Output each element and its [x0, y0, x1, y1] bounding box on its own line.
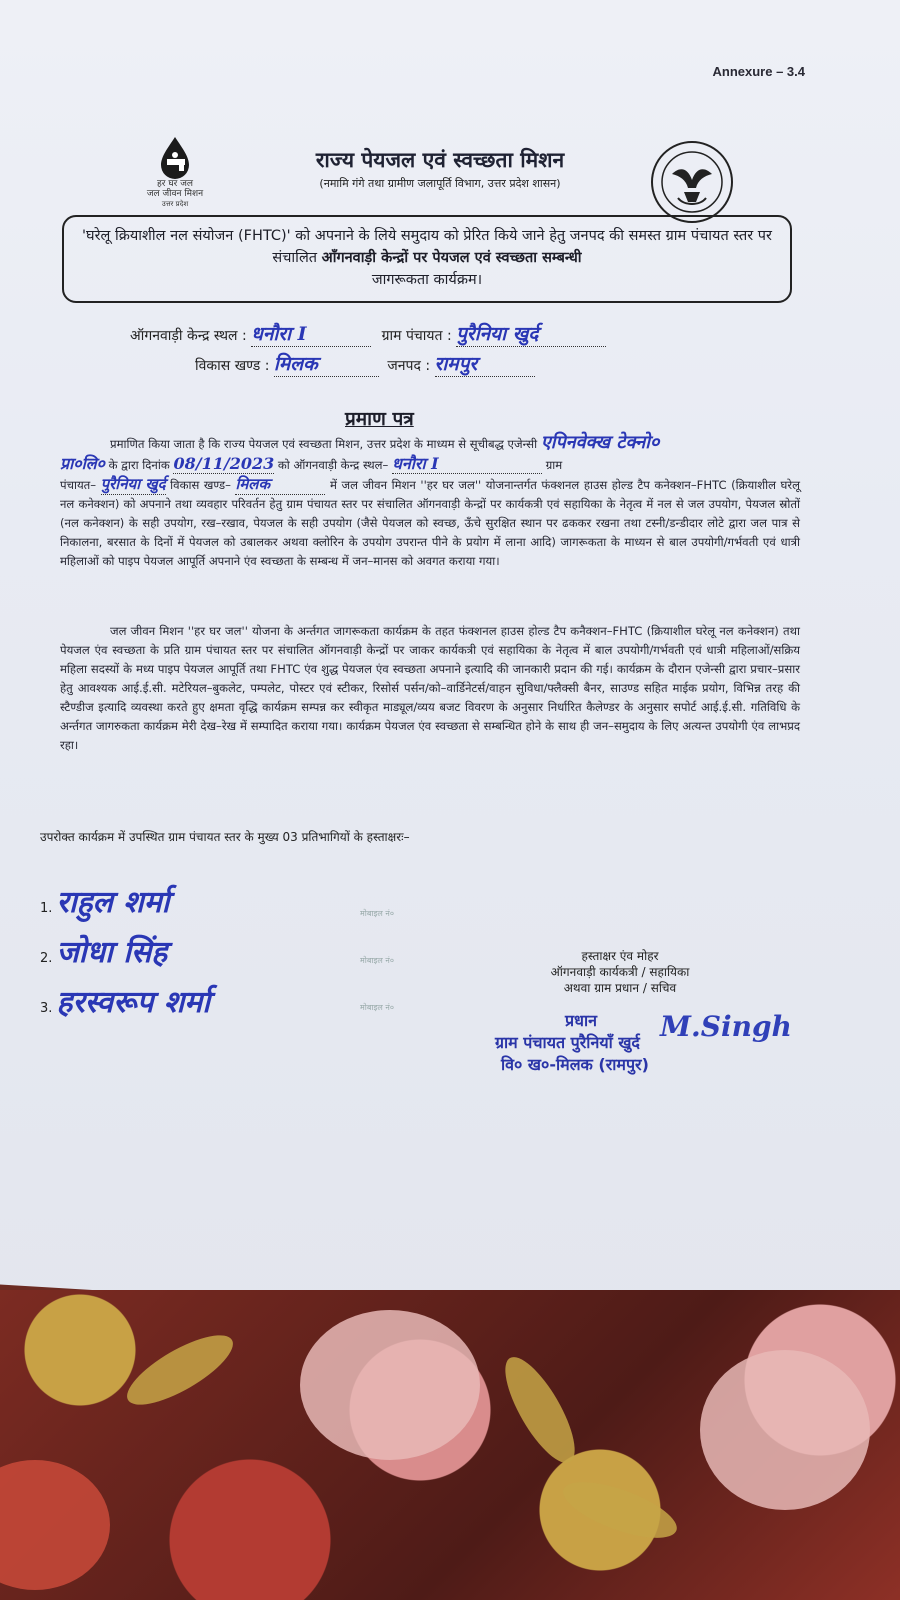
panchayat-handwritten: पुरैनिया खुर्द: [100, 475, 166, 493]
para1-text-7: में जल जीवन मिशन ''हर घर जल'' योजनान्तर्गत फंक्शनल हाउस होल्ड टैप कनेक्शन–FHTC (क्रियाशील घरेलू नल कनेक्शन) को अपनाने तथा व्यवहार परिवर्तन हेतु ग्राम पंचायत स्तर पर संचालित ऑगनवाड़ी केन्द्रों पर कार्यकत्री एवं सहायिका के नेतृत्व में नल से जल उपयोग, पेयजल स्रोतों (नल कनेक्शन) के सही उपयोग, रख–रखाव, पेयजल के सही उपयोग (जैसे पेयजल को स्वच्छ, ऊँचे सुरक्षित स्थान पर ढककर रखना तथा टस्नी/डन्डीदार लोटे द्वारा जल पात्र से निकालना, बरसात के दिनों में पेयजल को उबालकर अथवा क्लोरिन के उपयोग उपरान्त पीने के प्रयोग में लाना आदि) जागरूकता के माध्यन से बाल उपयोगी/गर्भवती एवं धात्री महिलाओं को पाइप पेयजल आपूर्ति अपनाने एंव स्वच्छता के सम्बन्ध में जन–मानस को अवगत कराया गया।: [60, 478, 801, 568]
program-title-box: [62, 215, 792, 303]
signatures-heading: उपरोक्त कार्यक्रम में उपस्थित ग्राम पंचायत स्तर के मुख्य 03 प्रतिभागियों के हस्ताक्षरः–: [40, 830, 410, 844]
signature-number: 1.: [40, 901, 53, 916]
date-handwritten: 08/11/2023: [173, 454, 275, 473]
program-title-part2: आँगनवाड़ी केन्द्रों पर पेयजल एवं स्वच्छता सम्बन्धी: [321, 250, 582, 266]
mobile-label: मोबाइल नं०: [360, 909, 394, 918]
gram-panchayat-label: ग्राम पंचायत :: [381, 328, 452, 344]
stamp-line-3: वि० ख०-मिलक (रामपुर): [501, 1055, 649, 1074]
para2-text: जल जीवन मिशन ''हर घर जल'' योजना के अर्न्तगत जागरूकता कार्यक्रम के तहत फंक्शनल हाउस होल्ड टैप कनैक्शन–FHTC (क्रियाशील घरेलू नल कनेक्शन) तथा पेयजल एंव स्वच्छता के प्रति ग्राम पंचायत स्तर पर संचालित ऑगनवाड़ी केन्द्रों पर जाकर कार्यकत्री एवं सहायिका के नेतृत्व में बाल उपयोगी/गर्भवती एवं धात्री महिलाओं/सक्रिय महिला सदस्यों के मध्य पाइप पेयजल आपूर्ति तथा FHTC एंव शुद्ध पेयजल एंव स्वच्छता अपनाने इत्यादि की जानकारी प्रदान की गई। कार्यक्रम के दौरान एजेन्सी द्वारा प्रचार–प्रसार हेतु आवश्यक आई.ई.सी. मटेरियल–बुकलेट, पम्पलेट, पोस्टर एवं स्टीकर, रिसोर्स पर्सन/को–वार्डिनेटर्स/वाहन सुविधा/फ्लैक्सी बैनर, साउण्ड सहित माईक प्रयोग, विभिन्न तरह की स्टैण्डीज इत्यादि व्यवस्था करते हुए क्षमता वृद्धि कार्यक्रम सम्पन्न कर स्वीकृत माड्यूल/व्यय बजट विवरण के अनुसार निर्धारित कैलेण्डर के अनुसार सपोर्ट आई.ई.सी. गतिविधि के अर्न्तगत जागरुकता कार्यक्रम मेरी देख–रेख में सम्पादित कराया गया। कार्यक्रम पेयजल एंव स्वच्छता से सम्बन्धित होने के साथ ही जन–समुदाय के लिए अत्यन्त उपयोगी एंव लाभप्रद रहा।: [60, 624, 800, 752]
gram-panchayat-value: पुरैनिया खुर्द: [456, 320, 606, 347]
signature-line-1: [40, 880, 169, 921]
logo-text-2: जल जीवन मिशन: [146, 189, 204, 199]
para1-text-4: ग्राम: [545, 458, 563, 472]
fabric-leaf: [557, 1471, 683, 1550]
fabric-flower: [700, 1350, 870, 1510]
seal-line-3: अथवा ग्राम प्रधान / सचिव: [563, 981, 677, 995]
para1-text-2: के द्वारा दिनांक: [108, 458, 170, 472]
fabric-leaf: [118, 1323, 242, 1418]
agency-suffix-handwritten: प्रा०लि०: [60, 454, 105, 473]
seal-line-1: हस्ताक्षर एंव मोहर: [581, 949, 659, 963]
logo-text-3: उत्तर प्रदेश: [161, 200, 189, 208]
khand-handwritten: मिलक: [235, 475, 325, 495]
fabric-leaf: [493, 1348, 588, 1472]
stamp-line-1: प्रधान: [565, 1011, 597, 1030]
janpad-label: जनपद :: [387, 358, 431, 374]
water-tap-icon: [153, 135, 197, 179]
vikas-khand-value: मिलक: [274, 350, 379, 377]
page-title: राज्य पेयजल एवं स्वच्छता मिशन: [315, 148, 565, 172]
mobile-label: मोबाइल नं०: [360, 1003, 394, 1012]
mobile-label: मोबाइल नं०: [360, 956, 394, 965]
program-title-part1: 'घरेलू क्रियाशील नल संयोजन (FHTC)' को अपनाने के लिये समुदाय को प्रेरित किये जाने हेतु जनपद की समस्त ग्राम पंचायत स्तर पर संचालित: [82, 228, 772, 266]
up-government-emblem-icon: [650, 140, 734, 224]
program-title-part3: जागरूकता कार्यक्रम।: [371, 272, 483, 288]
anganwadi-value: धनौरा I: [251, 320, 371, 347]
seal-line-2: ऑगनवाड़ी कार्यकत्री / सहायिका: [550, 965, 690, 979]
fabric-flower: [0, 1460, 110, 1590]
signature-seal-block: [520, 948, 720, 996]
signature-number: 2.: [40, 951, 53, 966]
para1-text-6: विकास खण्ड–: [170, 478, 231, 492]
signature-name: राहुल शर्मा: [56, 885, 170, 920]
sthal-handwritten: धनौरा I: [392, 454, 542, 474]
certificate-paragraph-2: [60, 622, 800, 755]
fabric-flower: [300, 1310, 480, 1460]
certificate-title: प्रमाण पत्र: [345, 408, 414, 430]
janpad-value: रामपुर: [435, 350, 535, 377]
logo-text-1: हर घर जल: [157, 179, 193, 189]
signature-number: 3.: [40, 1001, 53, 1016]
certificate-paragraph-1: [60, 433, 800, 571]
signature-name: हरस्वरूप शर्मा: [56, 985, 211, 1020]
signature-line-2: [40, 930, 167, 971]
annexure-label: Annexure – 3.4: [712, 64, 805, 79]
agency-name-handwritten: एपिनवेक्ख टेक्नो०: [540, 432, 660, 453]
vikas-khand-field-row: [195, 350, 535, 377]
signature-line-3: [40, 980, 210, 1021]
vikas-khand-label: विकास खण्ड :: [195, 358, 270, 374]
stamp-line-2: ग्राम पंचायत पुरैनियाँ खुर्द: [495, 1033, 640, 1052]
para1-text-1: प्रमाणित किया जाता है कि राज्य पेयजल एवं स्वच्छता मिशन, उत्तर प्रदेश के माध्यम से सूचीबद्ध एजेन्सी: [110, 437, 538, 451]
anganwadi-field-row: [130, 320, 606, 347]
fabric-background: [0, 1290, 900, 1600]
pradhan-stamp: [495, 1010, 649, 1076]
har-ghar-jal-logo: [135, 135, 215, 209]
pradhan-signature: M.Singh: [660, 1010, 792, 1043]
signature-name: जोधा सिंह: [56, 935, 168, 970]
para1-text-5: पंचायत–: [60, 478, 97, 492]
para1-text-3: को ऑगनवाड़ी केन्द्र स्थल–: [277, 458, 389, 472]
page-subtitle: (नमामि गंगे तथा ग्रामीण जलापूर्ति विभाग, उत्तर प्रदेश शासन): [319, 177, 561, 190]
anganwadi-label: ऑगनवाड़ी केन्द्र स्थल :: [130, 328, 247, 344]
